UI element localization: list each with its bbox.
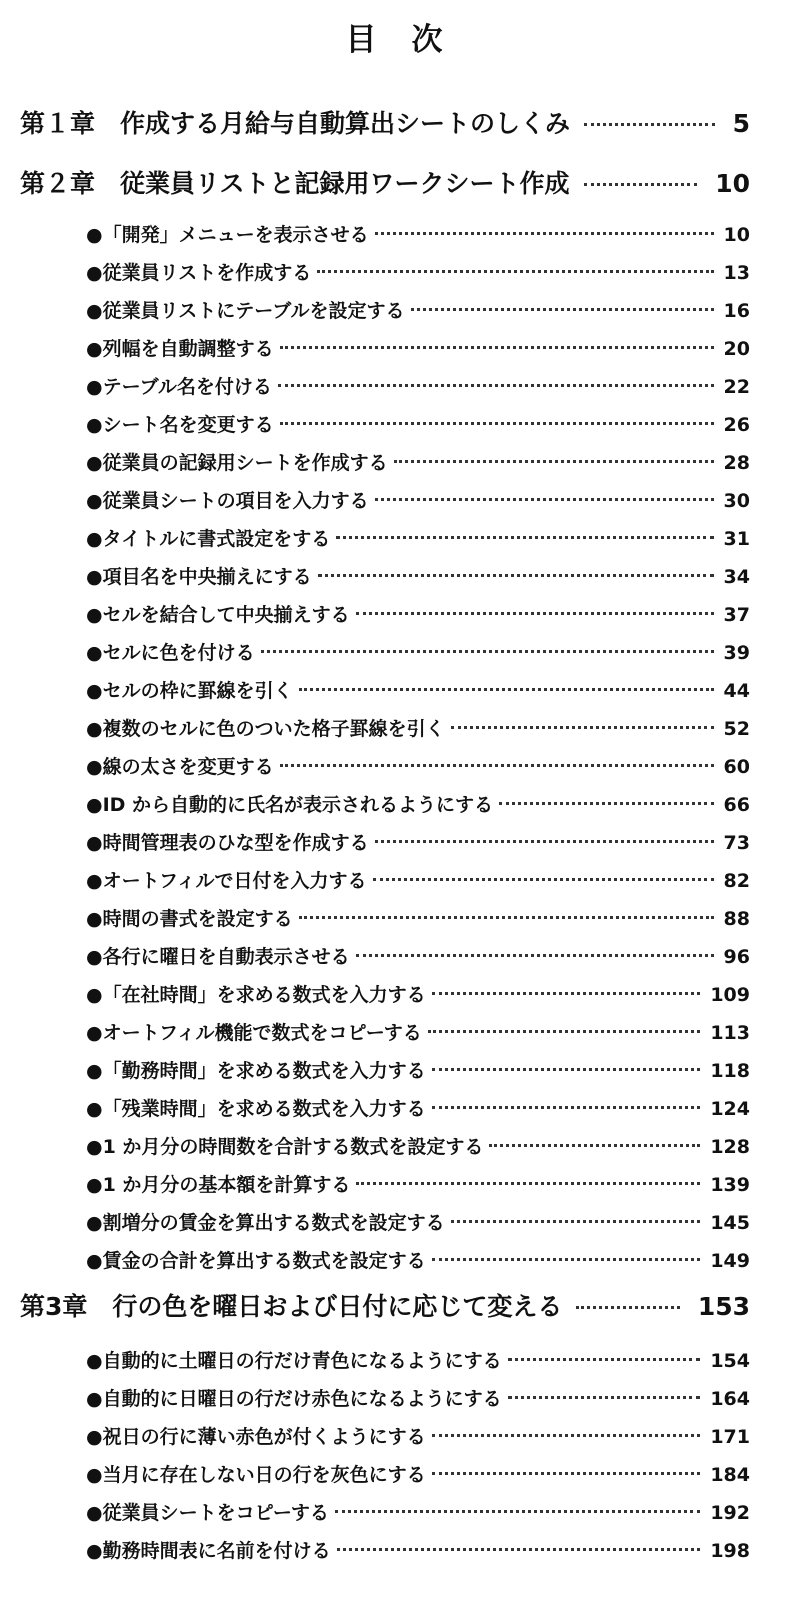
dot-leader (280, 422, 714, 425)
dot-leader (508, 1396, 701, 1399)
toc-chapter-1[interactable] (0, 94, 790, 154)
section-page-number: 28 (723, 452, 750, 474)
chapter-page-number: 10 (715, 169, 750, 198)
section-label: ●セルの枠に罫線を引く (86, 680, 293, 702)
toc-section[interactable] (0, 520, 790, 558)
dot-leader (411, 308, 714, 311)
section-label: ●「在社時間」を求める数式を入力する (86, 984, 426, 1006)
section-page-number: 20 (723, 338, 750, 360)
section-label: ●自動的に日曜日の行だけ赤色になるようにする (86, 1388, 502, 1410)
section-label: ●従業員リストにテーブルを設定する (86, 300, 405, 322)
section-page-number: 192 (710, 1502, 750, 1524)
section-label: ●セルに色を付ける (86, 642, 255, 664)
toc-section[interactable] (0, 748, 790, 786)
toc-section[interactable] (0, 1380, 790, 1418)
dot-leader (428, 1030, 701, 1033)
section-page-number: 109 (710, 984, 750, 1006)
toc-section[interactable] (0, 1166, 790, 1204)
chapter-page-number: 5 (732, 109, 750, 138)
section-page-number: 60 (723, 756, 750, 778)
section-label: ●オートフィル機能で数式をコピーする (86, 1022, 422, 1044)
dot-leader (451, 726, 714, 729)
toc-section[interactable] (0, 1494, 790, 1532)
chapter-label: 第１章 作成する月給与自動算出シートのしくみ (20, 109, 571, 138)
chapter-label: 第3章 行の色を曜日および日付に応じて変える (20, 1292, 563, 1321)
dot-leader (432, 992, 701, 995)
dot-leader (432, 1472, 701, 1475)
dot-leader (318, 574, 714, 577)
dot-leader (356, 1182, 700, 1185)
toc-section[interactable] (0, 482, 790, 520)
dot-leader (375, 498, 714, 501)
section-page-number: 198 (710, 1540, 750, 1562)
dot-leader (451, 1220, 701, 1223)
dot-leader (508, 1358, 701, 1361)
section-label: ●項目名を中央揃えにする (86, 566, 312, 588)
section-label: ●オートフィルで日付を入力する (86, 870, 367, 892)
section-label: ●割増分の賃金を算出する数式を設定する (86, 1212, 445, 1234)
dot-leader (432, 1258, 701, 1261)
section-page-number: 13 (723, 262, 750, 284)
section-page-number: 145 (710, 1212, 750, 1234)
section-label: ●セルを結合して中央揃えする (86, 604, 350, 626)
dot-leader (299, 916, 714, 919)
section-page-number: 139 (710, 1174, 750, 1196)
section-page-number: 16 (723, 300, 750, 322)
dot-leader (280, 764, 714, 767)
section-label: ●タイトルに書式設定をする (86, 528, 331, 550)
dot-leader (356, 954, 714, 957)
dot-leader (261, 650, 714, 653)
section-page-number: 184 (710, 1464, 750, 1486)
section-page-number: 44 (723, 680, 750, 702)
toc-section[interactable] (0, 1090, 790, 1128)
toc-section[interactable] (0, 1052, 790, 1090)
section-label: ●従業員シートをコピーする (86, 1502, 329, 1524)
dot-leader (356, 612, 714, 615)
spacer (0, 1334, 790, 1342)
dot-leader (584, 123, 715, 126)
toc-section[interactable] (0, 292, 790, 330)
section-page-number: 73 (723, 832, 750, 854)
toc-section[interactable] (0, 634, 790, 672)
dot-leader (335, 1510, 700, 1513)
section-page-number: 113 (710, 1022, 750, 1044)
toc-section[interactable] (0, 368, 790, 406)
section-label: ●時間の書式を設定する (86, 908, 293, 930)
toc-section[interactable] (0, 1418, 790, 1456)
section-label: ●「開発」メニューを表示させる (86, 224, 369, 246)
dot-leader (432, 1106, 701, 1109)
dot-leader (576, 1306, 679, 1309)
toc-section[interactable] (0, 1456, 790, 1494)
page-title: 目 次 (345, 22, 445, 58)
toc-section[interactable] (0, 444, 790, 482)
toc-section[interactable] (0, 216, 790, 254)
toc-section[interactable] (0, 1204, 790, 1242)
dot-leader (375, 840, 714, 843)
dot-leader (432, 1434, 701, 1437)
dot-leader (499, 802, 714, 805)
section-page-number: 52 (723, 718, 750, 740)
toc-section[interactable] (0, 786, 790, 824)
section-label: ●シート名を変更する (86, 414, 274, 436)
dot-leader (280, 346, 714, 349)
toc-section[interactable] (0, 1014, 790, 1052)
section-label: ●勤務時間表に名前を付ける (86, 1540, 331, 1562)
toc-section[interactable] (0, 596, 790, 634)
section-page-number: 171 (710, 1426, 750, 1448)
toc-section[interactable] (0, 672, 790, 710)
section-page-number: 22 (723, 376, 750, 398)
section-label: ●時間管理表のひな型を作成する (86, 832, 369, 854)
toc-section[interactable] (0, 1242, 790, 1280)
section-label: ●賃金の合計を算出する数式を設定する (86, 1250, 426, 1272)
section-label: ●従業員シートの項目を入力する (86, 490, 369, 512)
dot-leader (432, 1068, 701, 1071)
section-page-number: 30 (723, 490, 750, 512)
section-page-number: 10 (723, 224, 750, 246)
dot-leader (394, 460, 714, 463)
section-label: ●複数のセルに色のついた格子罫線を引く (86, 718, 445, 740)
toc-section[interactable] (0, 558, 790, 596)
dot-leader (584, 183, 698, 186)
toc-section[interactable] (0, 824, 790, 862)
section-page-number: 118 (710, 1060, 750, 1082)
toc-chapter-3[interactable] (0, 1280, 790, 1334)
section-page-number: 26 (723, 414, 750, 436)
toc-chapter-2[interactable] (0, 154, 790, 214)
section-label: ●当月に存在しない日の行を灰色にする (86, 1464, 426, 1486)
section-label: ●各行に曜日を自動表示させる (86, 946, 350, 968)
dot-leader (278, 384, 714, 387)
section-page-number: 96 (723, 946, 750, 968)
toc-section[interactable] (0, 254, 790, 292)
toc-section[interactable] (0, 938, 790, 976)
toc-section[interactable] (0, 1342, 790, 1380)
section-label: ●「勤務時間」を求める数式を入力する (86, 1060, 426, 1082)
toc-section[interactable] (0, 330, 790, 368)
section-label: ●線の太さを変更する (86, 756, 274, 778)
section-page-number: 128 (710, 1136, 750, 1158)
toc-section[interactable] (0, 710, 790, 748)
section-page-number: 39 (723, 642, 750, 664)
section-label: ●自動的に土曜日の行だけ青色になるようにする (86, 1350, 502, 1372)
section-page-number: 37 (723, 604, 750, 626)
toc-section[interactable] (0, 1128, 790, 1166)
section-page-number: 34 (723, 566, 750, 588)
toc-section[interactable] (0, 862, 790, 900)
dot-leader (317, 270, 713, 273)
dot-leader (375, 232, 714, 235)
section-label: ●1 か月分の時間数を合計する数式を設定する (86, 1136, 484, 1158)
section-label: ●従業員の記録用シートを作成する (86, 452, 388, 474)
dot-leader (336, 536, 713, 539)
toc-section[interactable] (0, 406, 790, 444)
section-label: ●列幅を自動調整する (86, 338, 274, 360)
dot-leader (373, 878, 714, 881)
table-of-contents (0, 94, 790, 1570)
section-page-number: 164 (710, 1388, 750, 1410)
section-page-number: 88 (723, 908, 750, 930)
section-page-number: 149 (710, 1250, 750, 1272)
dot-leader (337, 1548, 701, 1551)
section-page-number: 154 (710, 1350, 750, 1372)
section-label: ●テーブル名を付ける (86, 376, 272, 398)
section-page-number: 31 (723, 528, 750, 550)
toc-section[interactable] (0, 900, 790, 938)
toc-section[interactable] (0, 976, 790, 1014)
chapter-page-number: 153 (697, 1292, 750, 1321)
section-page-number: 124 (710, 1098, 750, 1120)
section-page-number: 66 (723, 794, 750, 816)
toc-section[interactable] (0, 1532, 790, 1570)
section-page-number: 82 (723, 870, 750, 892)
section-label: ●従業員リストを作成する (86, 262, 312, 284)
chapter-label: 第２章 従業員リストと記録用ワークシート作成 (20, 169, 570, 198)
section-label: ●ID から自動的に氏名が表示されるようにする (86, 794, 494, 816)
dot-leader (489, 1144, 700, 1147)
section-label: ●祝日の行に薄い赤色が付くようにする (86, 1426, 426, 1448)
section-label: ●「残業時間」を求める数式を入力する (86, 1098, 426, 1120)
section-label: ●1 か月分の基本額を計算する (86, 1174, 351, 1196)
dot-leader (299, 688, 714, 691)
